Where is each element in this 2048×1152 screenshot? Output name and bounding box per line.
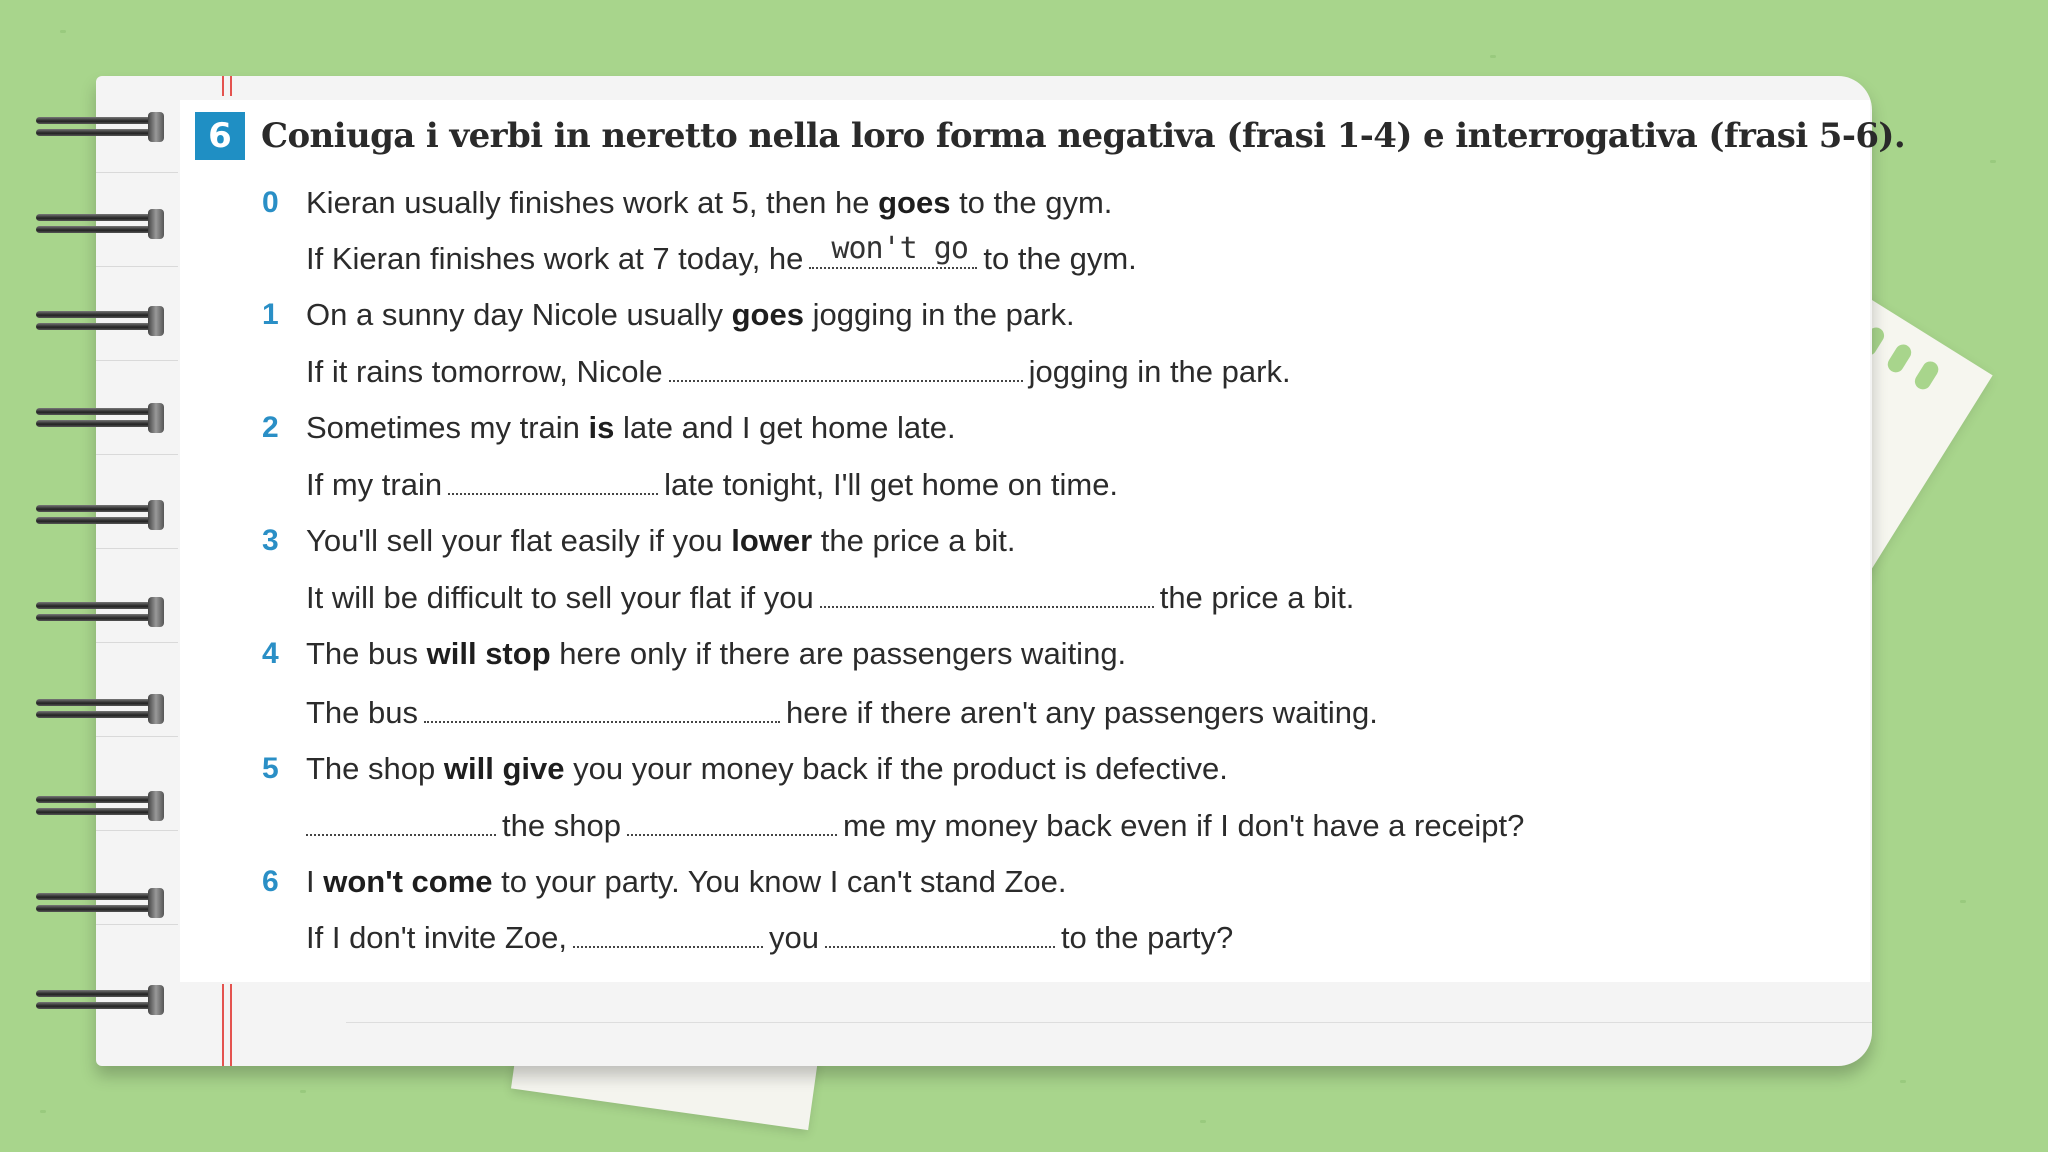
- item-sentence: You'll sell your flat easily if you lower the price a bit.: [306, 523, 1016, 558]
- spiral-binding-ring-icon: [36, 500, 164, 530]
- answer-blank[interactable]: [825, 926, 1055, 948]
- item-number: 0: [262, 186, 279, 219]
- item-number: 6: [262, 865, 279, 898]
- item-sentence: The shop will give you your money back if the product is defective.: [306, 751, 1228, 786]
- spiral-binding-ring-icon: [36, 306, 164, 336]
- spiral-binding-ring-icon: [36, 403, 164, 433]
- answer-blank[interactable]: [448, 473, 658, 495]
- item-sentence: Sometimes my train is late and I get home late.: [306, 410, 956, 445]
- item-answer: The bus here if there aren't any passengers waiting.: [306, 695, 1378, 730]
- exercise-number-badge: 6: [195, 112, 245, 160]
- item-sentence: On a sunny day Nicole usually goes jogging in the park.: [306, 297, 1075, 332]
- item-number: 3: [262, 524, 279, 557]
- spiral-binding-ring-icon: [36, 985, 164, 1015]
- exercise-heading: [195, 112, 1905, 160]
- margin-line: [222, 76, 224, 96]
- answer-blank[interactable]: [627, 814, 837, 836]
- answer-blank[interactable]: [306, 814, 496, 836]
- answer-blank[interactable]: [573, 926, 763, 948]
- item-sentence: Kieran usually finishes work at 5, then he goes to the gym.: [306, 185, 1113, 220]
- item-answer: If it rains tomorrow, Nicole jogging in the park.: [306, 354, 1291, 389]
- answer-blank[interactable]: [820, 586, 1154, 608]
- answer-blank-filled[interactable]: won't go: [809, 247, 977, 269]
- item-answer: If my train late tonight, I'll get home on time.: [306, 467, 1119, 502]
- spiral-binding-ring-icon: [36, 694, 164, 724]
- item-number: 2: [262, 411, 279, 444]
- item-answer: If I don't invite Zoe, you to the party?: [306, 920, 1234, 955]
- answer-blank[interactable]: [424, 701, 780, 723]
- item-number: 4: [262, 637, 279, 670]
- answer-blank[interactable]: [669, 360, 1023, 382]
- spiral-binding-ring-icon: [36, 597, 164, 627]
- item-number: 5: [262, 752, 279, 785]
- item-answer: the shop me my money back even if I don't have a receipt?: [306, 806, 1524, 846]
- item-answer: It will be difficult to sell your flat if you the price a bit.: [306, 580, 1355, 615]
- item-answer: If Kieran finishes work at 7 today, he won't go to the gym.: [306, 231, 1137, 276]
- spiral-binding-ring-icon: [36, 209, 164, 239]
- spiral-binding-ring-icon: [36, 791, 164, 821]
- item-number: 1: [262, 298, 279, 331]
- spiral-binding-ring-icon: [36, 112, 164, 142]
- item-sentence: I won't come to your party. You know I can't stand Zoe.: [306, 864, 1067, 899]
- item-sentence: The bus will stop here only if there are passengers waiting.: [306, 636, 1127, 671]
- exercise-instruction: Coniuga i verbi in neretto nella loro forma negativa (frasi 1-4) e interrogativa (frasi 5-6).: [261, 116, 1906, 156]
- spiral-binding-ring-icon: [36, 888, 164, 918]
